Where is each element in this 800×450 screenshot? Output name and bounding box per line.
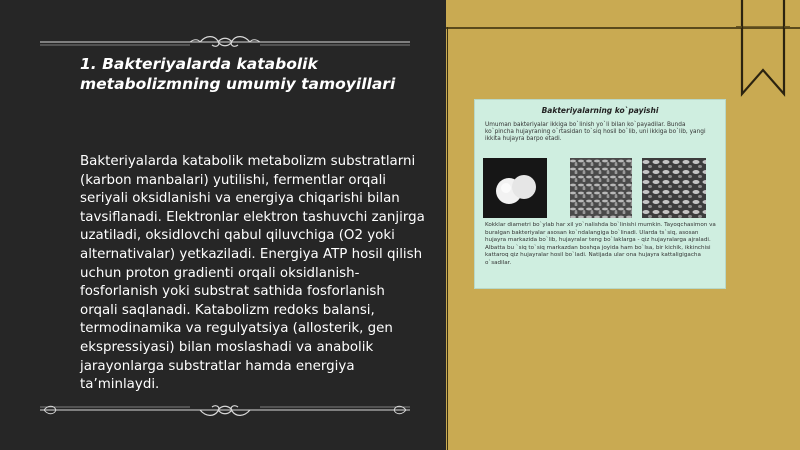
figure-caption-text: Kokklar diametri bo`ylab har xil yo`nalishda bo`linishi mumkin. Tayoqchasimon va buralgan bakteriyalar asosan ko`ndalangiga bo`linadi. Ularda ts`siq, asosan hujayra markazida bo`lib, hujayralar teng bo`laklarga - qiz hujayralarga ajraladi. Albatta bu `siq to`siq markazdan boshqa joyida ham bo`lsa, bir kichik, ikkinchisi kattaroq qiz hujayralar hosil bo`ladi. Natijada ular ona hujayra kattaligigacha o`sadilar.: [485, 222, 716, 266]
dividing-coccus-micrograph: [483, 158, 547, 218]
bacteria-reproduction-figure: [474, 99, 726, 289]
colony-micrograph: [642, 158, 706, 218]
figure-intro-text: Umuman bakteriyalar ikkiga bo`linish yo`li bilan ko`payadilar. Bunda ko`pincha hujayraning o`rtasidan to`siq hosil bo`lib, uni ikkiga bo`lib, yangi ikkita hujayra barpo etadi.: [485, 122, 706, 142]
ornament-divider-top: [40, 33, 410, 51]
ornament-divider-bottom: [40, 401, 410, 419]
slide-title: 1. Bakteriyalarda katabolik metabolizmning umumiy tamoyillari: [80, 55, 396, 93]
panel-divider: [447, 27, 448, 450]
figure-title: Bakteriyalarning ko`payishi: [541, 106, 659, 115]
bookmark-ribbon-icon: [736, 0, 790, 100]
slide-body-text: Bakteriyalarda katabolik metabolizm substratlarni (karbon manbalari) yutilishi, fermentlar orqali seriyali oksidlanishi va energiya chiqarishi bilan tavsiflanadi. Elektronlar elektron tashuvchi zanjirga uzatiladi, oksidlovchi qabul qiluvchiga (O2 yoki alternativalar) yetkaziladi. Energiya ATP hosil qilish uchun proton gradienti orqali oksidlanish-fosforlanish yoki substrat sathida fosforlanish orqali saqlanadi. Katabolizm redoks balansi, termodinamika va regulyatsiya (allosterik, gen ekspressiyasi) bilan moslashadi va anabolik jarayonlarga substratlar hamda energiya ta’minlaydi.: [80, 154, 425, 393]
rod-bacteria-micrograph: [570, 158, 632, 218]
